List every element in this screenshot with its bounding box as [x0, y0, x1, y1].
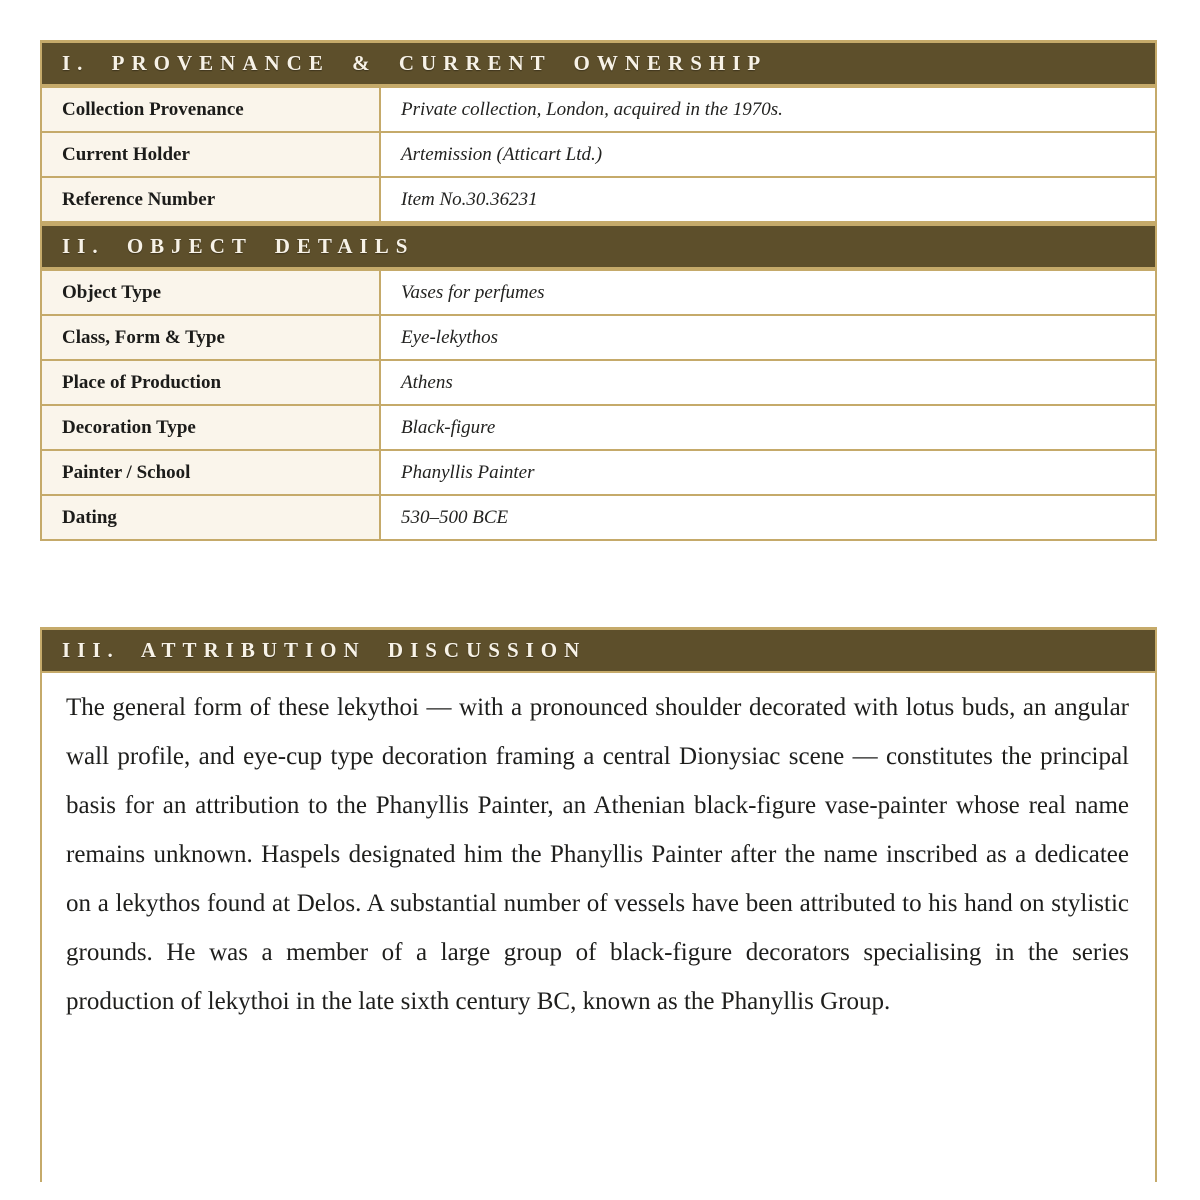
table-row: [41, 315, 1156, 360]
table-row: [41, 132, 1156, 177]
table-row: [41, 87, 1156, 132]
table-row: [41, 450, 1156, 495]
object-details-table: [40, 269, 1157, 541]
row-value: Artemission (Atticart Ltd.): [380, 132, 1156, 177]
row-label: Dating: [41, 495, 380, 540]
row-value: Eye-lekythos: [380, 315, 1156, 360]
row-label: Painter / School: [41, 450, 380, 495]
document-page: [40, 40, 1157, 1182]
row-value: Black-figure: [380, 405, 1156, 450]
row-label: Object Type: [41, 270, 380, 315]
table-row: [41, 177, 1156, 222]
row-value: Vases for perfumes: [380, 270, 1156, 315]
section-provenance-header: [40, 40, 1157, 86]
row-label: Current Holder: [41, 132, 380, 177]
section-object-details: [40, 223, 1157, 541]
provenance-table: [40, 86, 1157, 223]
row-label: Reference Number: [41, 177, 380, 222]
section-title: II. OBJECT DETAILS: [62, 234, 415, 258]
row-value: 530–500 BCE: [380, 495, 1156, 540]
section-provenance: [40, 40, 1157, 223]
attribution-paragraph: The general form of these lekythoi — with a pronounced shoulder decorated with lotus buds, an angular wall profile, and eye-cup type decoration framing a central Dionysiac scene — constitutes the principal basis for an attribution to the Phanyllis Painter, an Athenian black-figure vase-painter whose real name remains unknown. Haspels designated him the Phanyllis Painter after the name inscribed as a dedicatee on a lekythos found at Delos. A substantial number of vessels have been attributed to his hand on stylistic grounds. He was a member of a large group of black-figure decorators specialising in the series production of lekythoi in the late sixth century BC, known as the Phanyllis Group.: [66, 694, 1129, 1015]
section-attribution-header: [40, 627, 1157, 673]
section-object-details-header: [40, 223, 1157, 269]
attribution-discussion-body: [40, 673, 1157, 1182]
section-title: III. ATTRIBUTION DISCUSSION: [62, 638, 587, 662]
row-label: Place of Production: [41, 360, 380, 405]
section-title: I. PROVENANCE & CURRENT OWNERSHIP: [62, 51, 768, 75]
row-value: Private collection, London, acquired in the 1970s.: [380, 87, 1156, 132]
row-label: Collection Provenance: [41, 87, 380, 132]
section-attribution-discussion: [40, 627, 1157, 1182]
table-row: [41, 270, 1156, 315]
table-row: [41, 495, 1156, 540]
table-row: [41, 405, 1156, 450]
row-label: Decoration Type: [41, 405, 380, 450]
row-value: Athens: [380, 360, 1156, 405]
row-value: Item No.30.36231: [380, 177, 1156, 222]
row-value: Phanyllis Painter: [380, 450, 1156, 495]
table-row: [41, 360, 1156, 405]
row-label: Class, Form & Type: [41, 315, 380, 360]
